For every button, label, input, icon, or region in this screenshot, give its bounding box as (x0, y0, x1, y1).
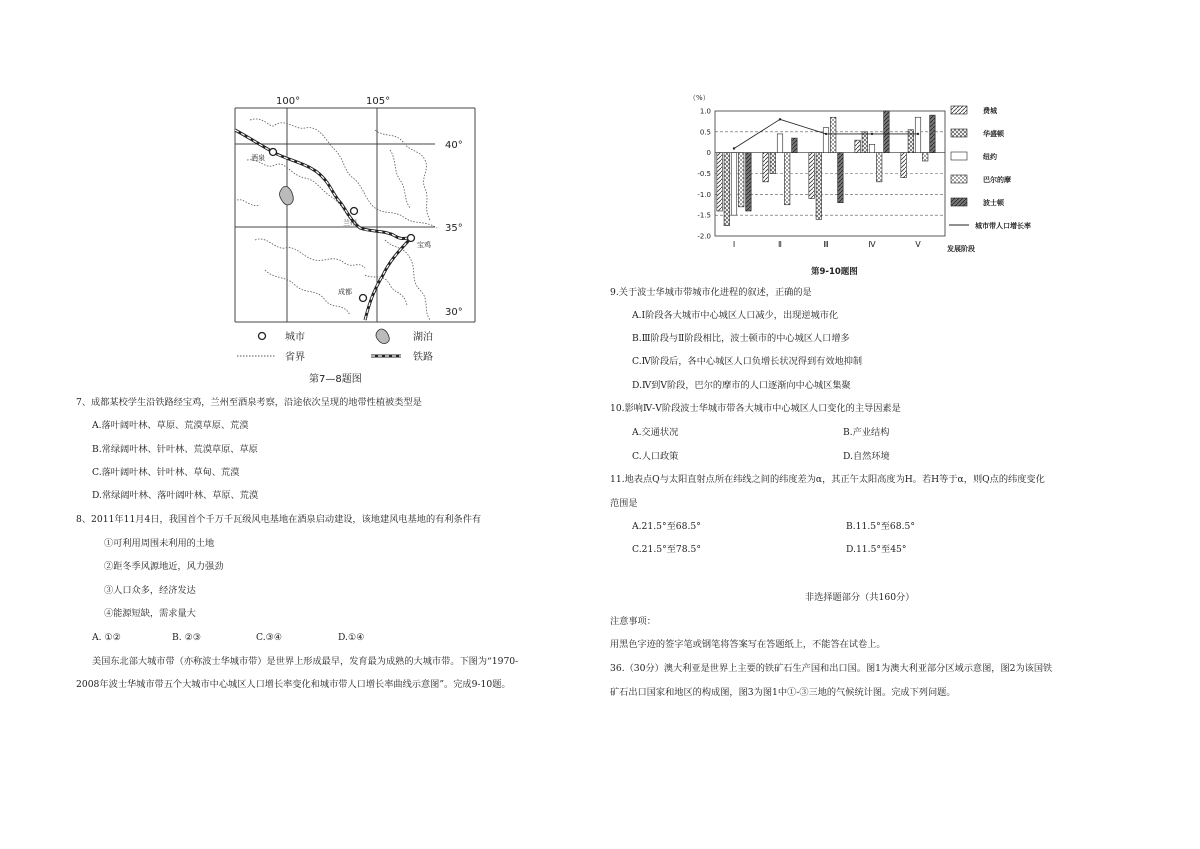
lon-label: 105° (366, 96, 391, 107)
notice-title: 注意事项： (610, 616, 656, 627)
q8-item: ①可利用周围未利用的土地 (104, 538, 215, 549)
city-label: 酒泉 (251, 154, 265, 162)
legend-swatch (951, 198, 967, 206)
q10-option: A.交通状况 (632, 427, 679, 438)
q7-option: B.常绿阔叶林、针叶林、荒漠草原、草原 (92, 444, 258, 455)
city-label: 兰州 (343, 219, 357, 227)
legend-swatch (951, 152, 967, 160)
q9-option: D.Ⅳ到Ⅴ阶段，巴尔的摩市的人口逐渐向中心城区集聚 (632, 380, 851, 391)
bar (823, 128, 829, 153)
legend-label: 城市带人口增长率 (975, 222, 1031, 230)
q8-option: B. ②③ (172, 632, 202, 643)
x-axis-label: 发展阶段 (947, 245, 975, 253)
growth-rate-point (917, 133, 919, 135)
q7-option: C.落叶阔叶林、针叶林、草甸、荒漠 (92, 467, 240, 478)
q8-option: A. ①② (92, 632, 121, 643)
q8-item: ④能源短缺，需求量大 (104, 608, 196, 619)
bar (777, 134, 783, 153)
question-36-cont: 矿石出口国家和地区的构成图，图3为图1中①-③三地的气候统计图。完成下列问题。 (610, 687, 956, 698)
bar (884, 111, 890, 153)
y-tick-label: -0.5 (697, 170, 711, 178)
q11-option: A.21.5°至68.5° (632, 521, 701, 532)
y-tick-label: 1.0 (699, 107, 711, 116)
chart-caption: 第9-10题图 (811, 267, 858, 277)
y-tick-label: -1.0 (697, 190, 711, 199)
question-36: 36.（30分）澳大利亚是世界上主要的铁矿石生产国和出口国。图1为澳大利亚部分区域示意图，图2为该国铁 (610, 663, 1053, 674)
legend-lake-icon (376, 329, 389, 343)
question-11-cont: 范围是 (610, 498, 638, 509)
bar (731, 153, 737, 216)
q8-option: D.①④ (338, 632, 365, 643)
x-tick-label: Ⅱ (778, 240, 782, 249)
q11-option: C.21.5°至78.5° (632, 544, 701, 555)
q9-option: A.Ⅰ阶段各大城市中心城区人口减少，出现逆城市化 (632, 310, 839, 321)
q10-option: B.产业结构 (843, 427, 890, 438)
bar (816, 153, 822, 220)
city-label: 宝鸡 (417, 241, 431, 249)
map-figure (225, 90, 485, 395)
section-heading: 非选择题部分（共160分） (805, 592, 915, 603)
bar (738, 153, 744, 207)
question-11: 11.地表点Q与太阳直射点所在纬线之间的纬度差为α，其正午太阳高度为H。若H等于α，则Q点的纬度变化 (610, 474, 1045, 485)
legend-label: 费城 (983, 107, 997, 115)
x-tick-label: Ⅴ (915, 240, 921, 249)
notice-text: 用黑色字迹的签字笔或钢笔将答案写在答题纸上，不能答在试卷上。 (610, 639, 886, 650)
city-marker-chengdu (360, 295, 367, 302)
bar (908, 130, 914, 153)
bar (855, 140, 861, 153)
x-tick-label: Ⅰ (732, 240, 736, 249)
lake-shape (280, 186, 294, 205)
y-tick-label: 0.5 (699, 128, 711, 137)
lat-label: 40° (445, 140, 463, 151)
growth-rate-point (733, 147, 735, 149)
legend-city-icon (259, 333, 266, 340)
bar (792, 138, 798, 153)
legend-label: 巴尔的摩 (983, 176, 1011, 184)
x-tick-label: Ⅲ (823, 240, 829, 249)
q11-option: D.11.5°至45° (846, 544, 907, 555)
legend-lake-label: 湖泊 (413, 332, 433, 343)
y-tick-label: -1.5 (697, 211, 711, 220)
intro-paragraph: 2008年波士华城市带五个大城市中心城区人口增长率变化和城市带人口增长率曲线示意图”。完成9-10题。 (76, 679, 511, 690)
bar (930, 115, 936, 152)
question-9: 9.关于波士华城市带城市化进程的叙述，正确的是 (610, 287, 812, 298)
q10-option: D.自然环境 (843, 451, 890, 462)
q10-option: C.人口政策 (632, 451, 679, 462)
y-axis-label: （%） (689, 94, 710, 102)
bar (901, 153, 907, 178)
bar (717, 153, 723, 211)
legend-border-label: 省界 (285, 352, 305, 363)
legend-label: 波士顿 (983, 199, 1004, 207)
bar (838, 153, 844, 203)
bar (862, 132, 868, 153)
bar (784, 153, 790, 205)
growth-rate-point (825, 133, 827, 135)
city-marker-jiuquan (270, 149, 277, 156)
bar (922, 153, 928, 161)
q8-item: ③人口众多，经济发达 (104, 585, 196, 596)
map-caption: 第7—8题图 (309, 374, 362, 385)
question-10: 10.影响Ⅳ-Ⅴ阶段波士华城市带各大城市中心城区人口变化的主导因素是 (610, 403, 901, 414)
q8-option: C.③④ (256, 632, 283, 643)
bar (724, 153, 730, 226)
legend-label: 纽约 (983, 153, 997, 161)
legend-swatch (951, 175, 967, 183)
question-8: 8、2011年11月4日，我国首个千万千瓦级风电基地在酒泉启动建设，该地建风电基地的有利条件有 (76, 514, 482, 525)
lat-label: 30° (445, 307, 463, 318)
legend-swatch (951, 129, 967, 137)
bar (830, 117, 836, 152)
bar (770, 153, 776, 174)
growth-rate-point (871, 133, 873, 135)
bar (809, 153, 815, 199)
q7-option: A.落叶阔叶林、草原、荒漠草原、荒漠 (92, 420, 249, 431)
y-tick-label: 0 (706, 149, 711, 158)
lat-label: 35° (445, 223, 463, 234)
population-chart (685, 88, 1031, 280)
legend-label: 华盛顿 (983, 130, 1004, 138)
bar (869, 144, 875, 152)
legend-swatch (951, 106, 967, 114)
legend-railway-label: 铁路 (413, 352, 433, 363)
q11-option: B.11.5°至68.5° (846, 521, 915, 532)
intro-paragraph: 美国东北部大城市带（亦称波士华城市带）是世界上形成最早，发育最为成熟的大城市带。下图为“1970- (92, 656, 519, 667)
bar (746, 153, 752, 211)
question-7: 7、成都某校学生沿铁路经宝鸡，兰州至酒泉考察，沿途依次呈现的地带性植被类型是 (76, 397, 422, 408)
lon-label: 100° (276, 96, 301, 107)
legend-city-label: 城市 (285, 332, 305, 343)
city-marker-baoji (408, 235, 415, 242)
q9-option: B.Ⅲ阶段与Ⅱ阶段相比，波士顿市的中心城区人口增多 (632, 333, 850, 344)
q8-item: ②距冬季风源地近，风力强劲 (104, 561, 224, 572)
q9-option: C.Ⅳ阶段后，各中心城区人口负增长状况得到有效地抑制 (632, 356, 863, 367)
city-marker-lanzhou (351, 208, 358, 215)
y-tick-label: -2.0 (697, 232, 711, 241)
bar (763, 153, 769, 182)
q7-option: D.常绿阔叶林、落叶阔叶林、草原、荒漠 (92, 490, 259, 501)
x-tick-label: Ⅳ (868, 240, 876, 249)
city-label: 成都 (338, 288, 352, 296)
growth-rate-point (779, 118, 781, 120)
bar (876, 153, 882, 182)
